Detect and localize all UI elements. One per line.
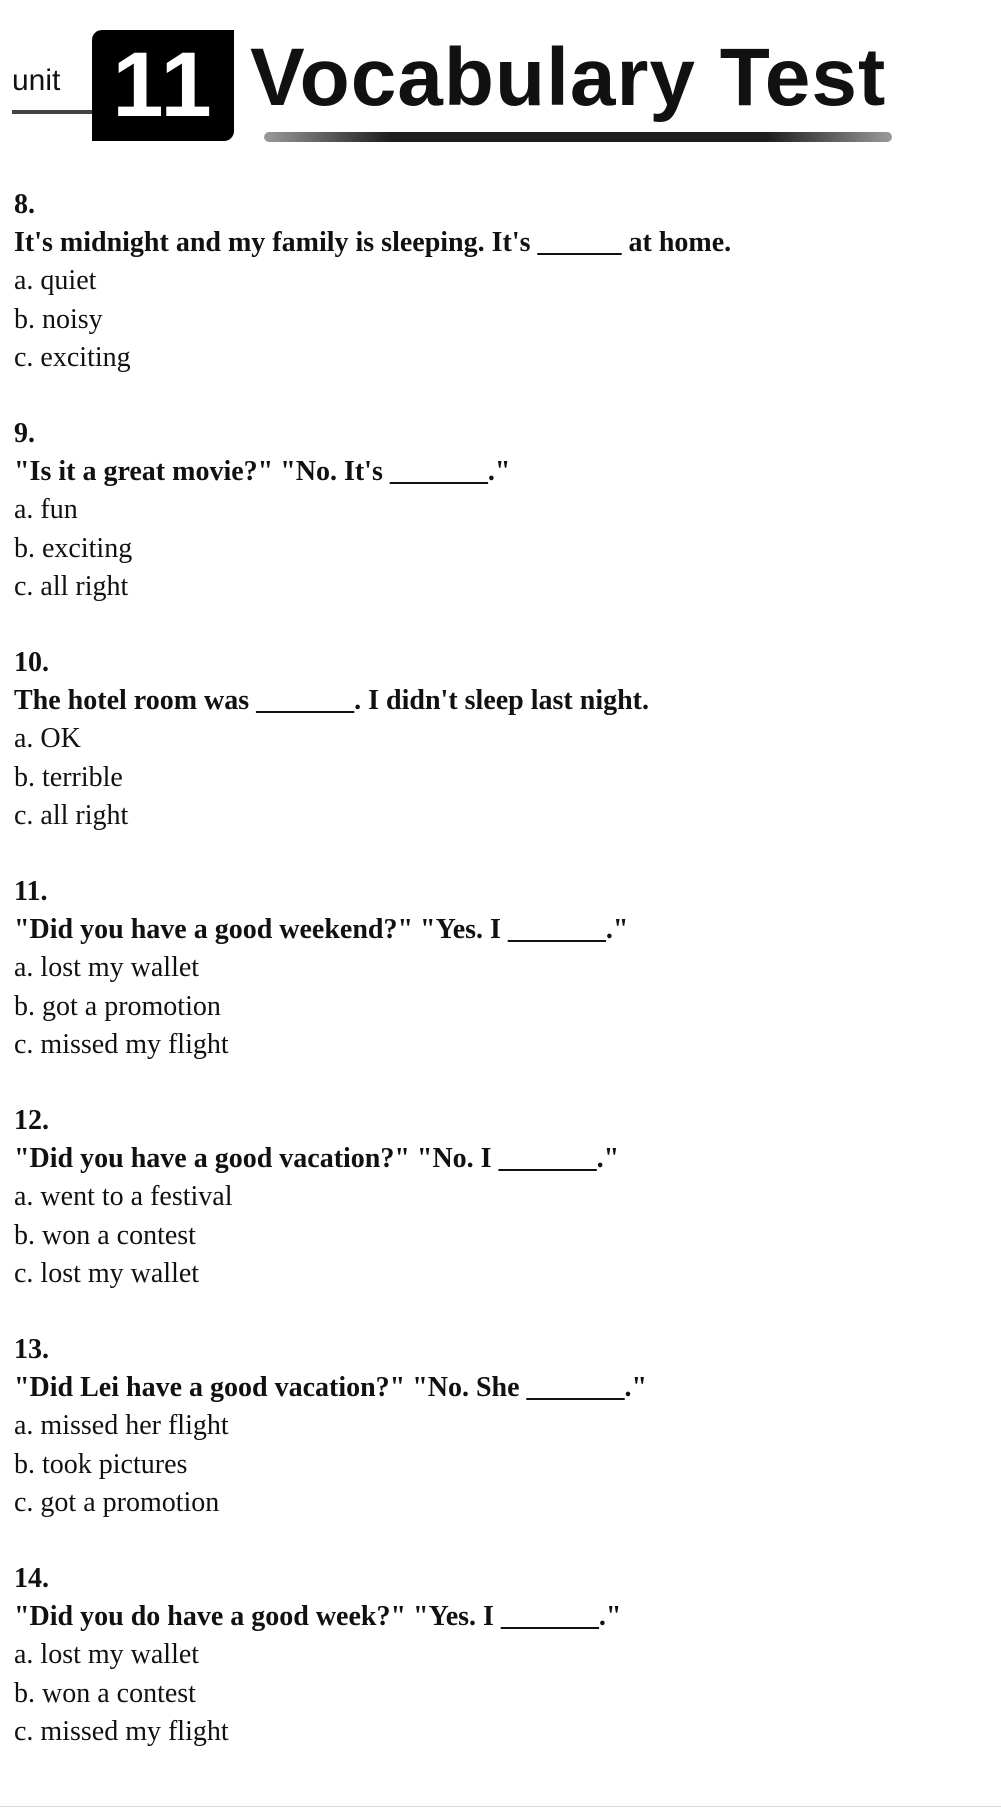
question-8	[14, 186, 994, 415]
question-13	[14, 1331, 994, 1560]
answer-option-b[interactable]: b. won a contest	[14, 1219, 196, 1251]
answer-option-a[interactable]: a. missed her flight	[14, 1410, 229, 1441]
answer-option-b[interactable]: b. exciting	[14, 532, 133, 564]
question-11	[14, 873, 994, 1102]
question-prompt: "Did you have a good weekend?" "Yes. I _______."	[14, 914, 629, 945]
question-prompt: "Did you do have a good week?" "Yes. I _______."	[14, 1601, 622, 1632]
unit-number-badge: 11	[92, 30, 234, 141]
question-prompt: It's midnight and my family is sleeping. It's ______ at home.	[14, 227, 732, 258]
answer-option-c[interactable]: c. lost my wallet	[14, 1258, 200, 1289]
question-14	[14, 1560, 994, 1789]
answer-option-b[interactable]: b. won a contest	[14, 1677, 196, 1709]
question-number: 14.	[14, 1563, 49, 1594]
answer-option-c[interactable]: c. all right	[14, 571, 129, 602]
question-prompt: The hotel room was _______. I didn't sleep last night.	[14, 685, 649, 716]
answer-option-a[interactable]: a. went to a festival	[14, 1181, 233, 1212]
question-prompt: "Is it a great movie?" "No. It's _______."	[14, 456, 511, 487]
answer-option-b[interactable]: b. noisy	[14, 303, 103, 335]
question-number: 10.	[14, 647, 49, 678]
question-9	[14, 415, 994, 644]
answer-option-a[interactable]: a. lost my wallet	[14, 952, 200, 983]
question-number: 12.	[14, 1105, 49, 1136]
unit-label: unit	[12, 64, 61, 97]
question-prompt: "Did Lei have a good vacation?" "No. She _______."	[14, 1372, 648, 1403]
question-number: 13.	[14, 1334, 49, 1365]
answer-option-b[interactable]: b. got a promotion	[14, 990, 221, 1022]
question-number: 9.	[14, 418, 35, 449]
answer-option-a[interactable]: a. fun	[14, 494, 78, 525]
answer-option-c[interactable]: c. exciting	[14, 342, 131, 373]
answer-option-c[interactable]: c. got a promotion	[14, 1487, 220, 1518]
test-title: Vocabulary Test	[250, 32, 887, 123]
answer-option-a[interactable]: a. OK	[14, 723, 81, 754]
question-number: 11.	[14, 876, 48, 907]
answer-option-a[interactable]: a. lost my wallet	[14, 1639, 200, 1670]
question-list	[14, 186, 994, 1789]
unit-underline	[12, 110, 92, 114]
answer-option-b[interactable]: b. took pictures	[14, 1448, 188, 1480]
answer-option-c[interactable]: c. missed my flight	[14, 1029, 229, 1060]
question-number: 8.	[14, 189, 35, 220]
answer-option-a[interactable]: a. quiet	[14, 265, 97, 296]
answer-option-c[interactable]: c. all right	[14, 800, 129, 831]
question-12	[14, 1102, 994, 1331]
question-prompt: "Did you have a good vacation?" "No. I _______."	[14, 1143, 620, 1174]
test-header	[0, 0, 1001, 160]
answer-option-c[interactable]: c. missed my flight	[14, 1716, 229, 1747]
question-10	[14, 644, 994, 873]
answer-option-b[interactable]: b. terrible	[14, 761, 123, 793]
title-underline	[264, 132, 892, 142]
bottom-divider	[0, 1806, 1001, 1807]
